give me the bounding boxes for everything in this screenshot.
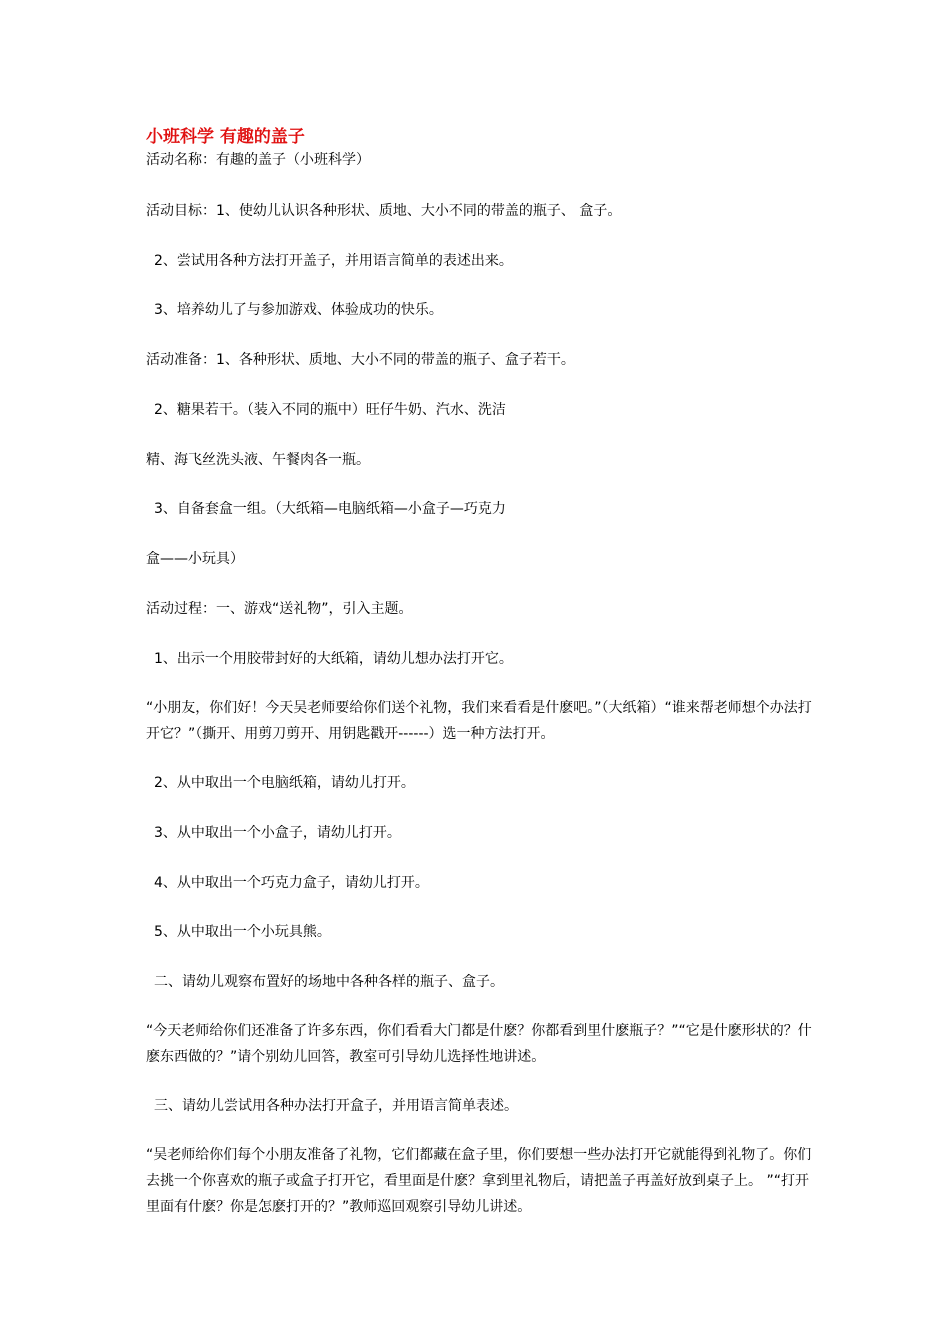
paragraph-goals-1: 活动目标：1、使幼儿认识各种形状、质地、大小不同的带盖的瓶子、 盒子。 — [146, 203, 622, 219]
paragraph-goals-2: 2、尝试用各种方法打开盖子，并用语言简单的表述出来。 — [154, 253, 513, 269]
paragraph-prep-2: 2、糖果若干。（装入不同的瓶中）旺仔牛奶、汽水、洗洁 — [154, 402, 506, 418]
paragraph-process-2: 二、请幼儿观察布置好的场地中各种各样的瓶子、盒子。 — [154, 974, 504, 990]
paragraph-prep-1: 活动准备：1、各种形状、质地、大小不同的带盖的瓶子、盒子若干。 — [146, 352, 575, 368]
paragraph-prep-2-cont: 精、海飞丝洗头液、午餐肉各一瓶。 — [146, 452, 370, 468]
paragraph-process-1-4: 4、从中取出一个巧克力盒子，请幼儿打开。 — [154, 875, 429, 891]
paragraph-dialogue-2: “今天老师给你们还准备了许多东西，你们看看大门都是什麽？你都看到里什麽瓶子？”“它是什麽形状的？什麽东西做的？”请个别幼儿回答，教室可引导幼儿选择性地讲述。 — [146, 1023, 812, 1065]
paragraph-process-1-1: 1、出示一个用胶带封好的大纸箱，请幼儿想办法打开它。 — [154, 651, 513, 667]
paragraph-dialogue-1: “小朋友，你们好！今天吴老师要给你们送个礼物，我们来看看是什麽吧。”（大纸箱）“谁来帮老师想个办法打开它？”（撕开、用剪刀剪开、用钥匙戳开------）选一种方法打开。 — [146, 700, 812, 742]
paragraph-process-1-2: 2、从中取出一个电脑纸箱，请幼儿打开。 — [154, 775, 415, 791]
paragraph-process-1-3: 3、从中取出一个小盒子，请幼儿打开。 — [154, 825, 401, 841]
paragraph-dialogue-3: “吴老师给你们每个小朋友准备了礼物，它们都藏在盒子里，你们要想一些办法打开它就能得到礼物了。你们去挑一个你喜欢的瓶子或盒子打开它，看里面是什麽？拿到里礼物后，请把盖子再盖好放到桌子上。 ”“打开里面有什麽？你是怎麽打开的？”教师巡回观察引导幼儿讲述。 — [146, 1147, 812, 1215]
paragraph-process-1: 活动过程：一、游戏“送礼物”，引入主题。 — [146, 601, 413, 617]
paragraph-goals-3: 3、培养幼儿了与参加游戏、体验成功的快乐。 — [154, 302, 443, 318]
paragraph-activity-name: 活动名称：有趣的盖子（小班科学） — [146, 152, 370, 168]
paragraph-prep-3: 3、自备套盒一组。（大纸箱—电脑纸箱—小盒子—巧克力 — [154, 501, 506, 517]
paragraph-process-3: 三、请幼儿尝试用各种办法打开盒子，并用语言简单表述。 — [154, 1098, 518, 1114]
paragraph-prep-3-cont: 盒——小玩具） — [146, 551, 244, 567]
document-title: 小班科学 有趣的盖子 — [146, 127, 305, 147]
paragraph-process-1-5: 5、从中取出一个小玩具熊。 — [154, 924, 331, 940]
